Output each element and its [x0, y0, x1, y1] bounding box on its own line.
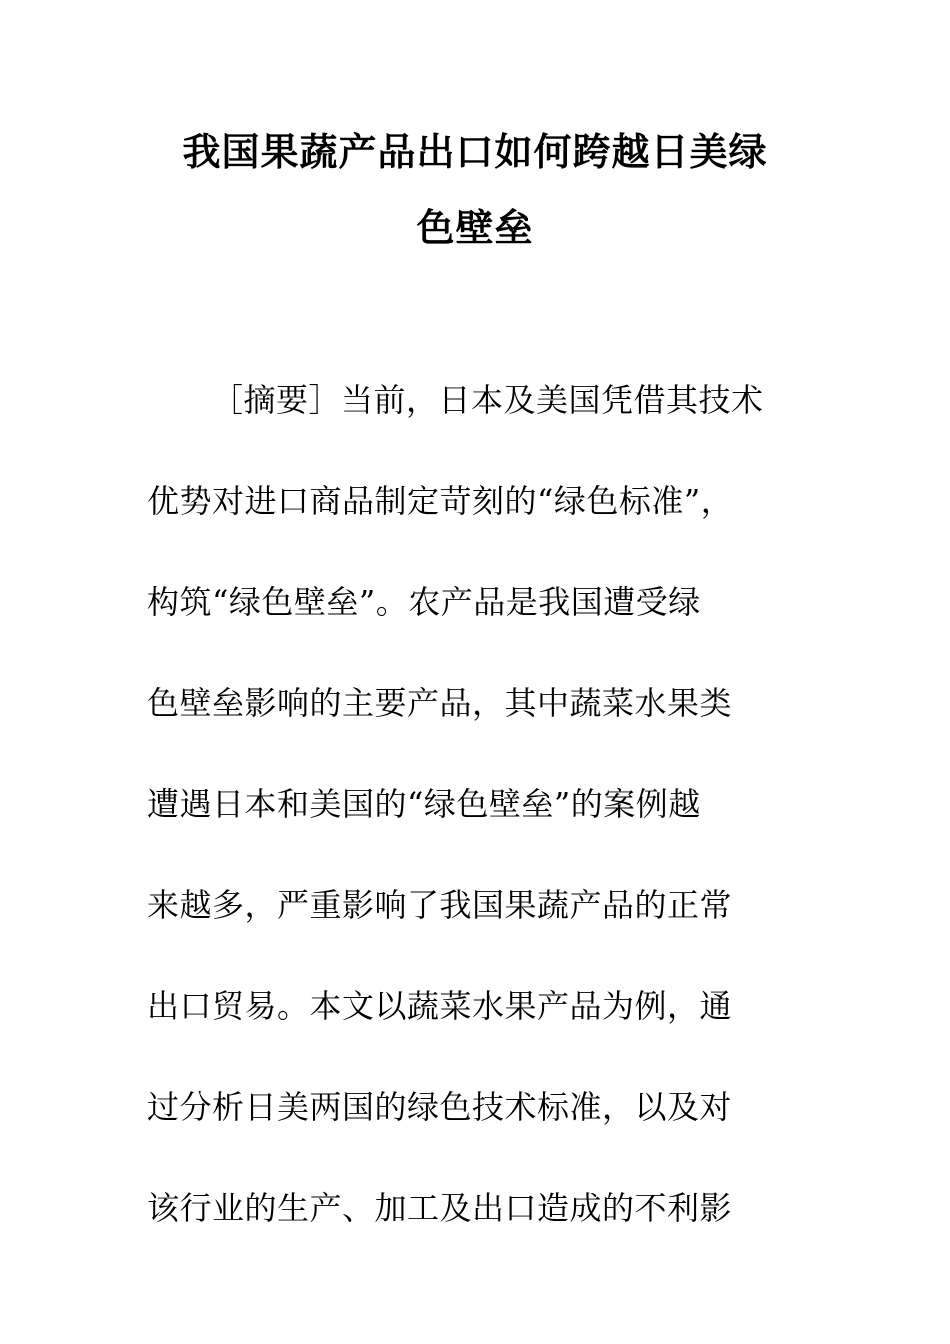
- abstract-paragraph: [147, 350, 817, 1259]
- abstract-line: 遭遇日本和美国的“绿色壁垒”的案例越: [147, 785, 701, 823]
- abstract-line: 来越多，严重影响了我国果蔬产品的正常: [147, 886, 733, 924]
- abstract-line: ［摘要］当前，日本及美国凭借其技术: [211, 381, 764, 419]
- abstract-line: 出口贸易。本文以蔬菜水果产品为例，通: [147, 987, 733, 1025]
- document-title: [130, 114, 820, 266]
- abstract-line: 优势对进口商品制定苛刻的“绿色标准”，: [147, 482, 734, 520]
- title-line-1: 我国果蔬产品出口如何跨越日美绿: [182, 130, 768, 174]
- abstract-line: 过分析日美两国的绿色技术标准，以及对: [147, 1088, 733, 1126]
- abstract-line: 色壁垒影响的主要产品，其中蔬菜水果类: [147, 684, 733, 722]
- abstract-line: 该行业的生产、加工及出口造成的不利影: [147, 1189, 733, 1227]
- abstract-line: 构筑“绿色壁垒”。农产品是我国遭受绿: [147, 583, 701, 621]
- title-line-2: 色壁垒: [416, 206, 534, 250]
